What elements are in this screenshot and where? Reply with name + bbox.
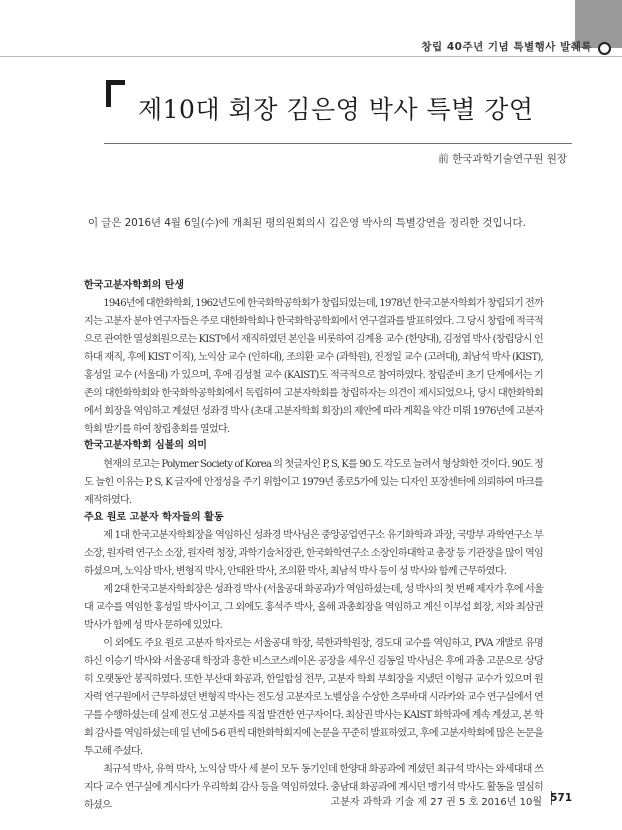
title-bracket-icon — [106, 80, 125, 107]
section-body — [84, 295, 543, 439]
section-body — [84, 456, 543, 510]
section-heading: 한국고분자학회 심볼의 의미 — [84, 440, 207, 451]
article-title: 제10대 회장 김은영 박사 특별 강연 — [138, 95, 534, 124]
page-number: 571 — [550, 792, 572, 804]
paragraph: 현재의 로고는 Polymer Society of Korea 의 첫글자인 P, S, K를 90 도 각도로 늘려서 형상화한 것이다. 90도 정도 늘힌 이유는 P, S, K 글자에 안정성을 주기 위함이고 1979년 종로5가에 있는 디자인 포장센터에 의뢰하여 마크를 제작하였다. — [84, 459, 543, 506]
title-divider — [104, 143, 572, 144]
author-affiliation: 前 한국과학기술연구원 원장 — [438, 153, 567, 165]
footer-journal: 고분자 과학과 기술 제 27 권 5 호 2016년 10월 — [330, 797, 542, 808]
paragraph: 이 외에도 주요 원로 고분자 학자로는 서울공대 학장, 북한과학원장, 경도대 교수를 역임하고, PVA 개발로 유명하신 이승기 박사와 서울공대 학장과 흥한 비스코스레이온 공장을 세우신 김동일 박사님은 후에 과총 고문으로 상당히 오랫동안 봉직하였다. 또한 부산대 화공과, 한일합섬 전무, 고분자 학회 부회장을 지냈던 이형규 교수가 있으며 원자력 연구원에서 근무하셨던 변형직 박사는 전도성 고분자로 노벨상을 수상한 츠루바대 시라카와 교수 연구실에서 연구를 수행하셨는데 실제 전도성 고분자를 직접 발견한 연구자이다. 최삼권 박사는 KAIST 화학과에 계속 계셨고, 본 학회 감사를 역임하셨는데 일 년에 5-6 편씩 대한화학회지에 논문을 꾸준히 발표하였고, 후에 고분자학회에 많은 논문을 투고해 주셨다. — [84, 638, 543, 757]
header-rule — [0, 56, 622, 57]
section-heading: 한국고분자학회의 탄생 — [84, 280, 185, 291]
paragraph: 제 1대 한국고분자학회장을 역임하신 성좌경 박사님은 중앙공업연구소 유기화학과 과장, 국방부 과학연구소 부소장, 원자력 연구소 소장, 원자력 청장, 과학기술처장관, 한국화학연구소 소장인하대학교 총장 등 기관장을 많이 역임하셨으며, 노익삼 박사, 변형직 박사, 안태완 박사, 조의환 박사, 최남석 박사 등이 성 박사와 함께 근무하였다. — [84, 530, 543, 577]
running-header: 창립 40주년 기념 특별행사 발췌록 — [421, 41, 592, 53]
paragraph: 제 2대 한국고분자학회장은 성좌경 박사 (서울공대 화공과)가 역임하셨는데, 성 박사의 첫 번째 제자가 후에 서울대 교수를 역임한 홍성일 박사이고, 그 외에도 홍석주 박사, 올해 과총회장을 역임하고 계신 이부섭 회장, 저와 최삼권 박사가 함께 성 박사 문하에 있었다. — [84, 584, 543, 631]
paragraph: 최규석 박사, 유혁 박사, 노익삼 박사 세 분이 모두 동기인데 한양대 화공과에 계셨던 최규석 박사는 와세대대 쓰지다 교수 연구실에 계시다가 우리학회 감사 등을 역임하였다. 충남대 화공과에 계시던 맹기석 박사도 활동을 열심히 하셨으 — [84, 764, 543, 811]
section-heading: 주요 원로 고분자 학자들의 활동 — [84, 512, 224, 523]
section-body — [84, 527, 543, 815]
intro-text: 이 글은 2016년 4월 6일(수)에 개최된 평의원회의시 김은영 박사의 특별강연을 정리한 것입니다. — [88, 217, 526, 229]
header-circle-icon — [598, 42, 611, 55]
paragraph: 1946년에 대한화학회, 1962년도에 한국화학공학회가 창립되었는데, 1978년 한국고분자학회가 창립되기 전까지는 고분자 분야 연구자들은 주로 대한화학회나 한국화학공학회에서 연구결과를 발표하였다. 그 당시 창립에 적극적으로 관여한 열성회원으로는 KIST에서 재직하였던 본인을 비롯하여 김계용 교수 (한양대), 김정엽 박사 (창립당시 인하대 재직, 후에 KIST 이직), 노익삼 교수 (인하대), 조의환 교수 (과학원), 진정일 교수 (고려대), 최남석 박사 (KIST), 홍성일 교수 (서울대) 가 있으며, 후에 김성철 교수 (KAIST)도 적극적으로 참여하였다. 창립준비 초기 단계에서는 기존의 대한화학회와 한국화학공학회에서 독립하여 고분자학회를 창립하자는 의견이 제시되었으나, 당시 대한화학회에서 회장을 역임하고 계셨던 성좌경 박사 (초대 고분자학회 회장)의 제안에 따라 계획을 약간 미뤄 1976년에 고분자학회 발기를 하여 창립총회를 열었다. — [84, 298, 543, 435]
